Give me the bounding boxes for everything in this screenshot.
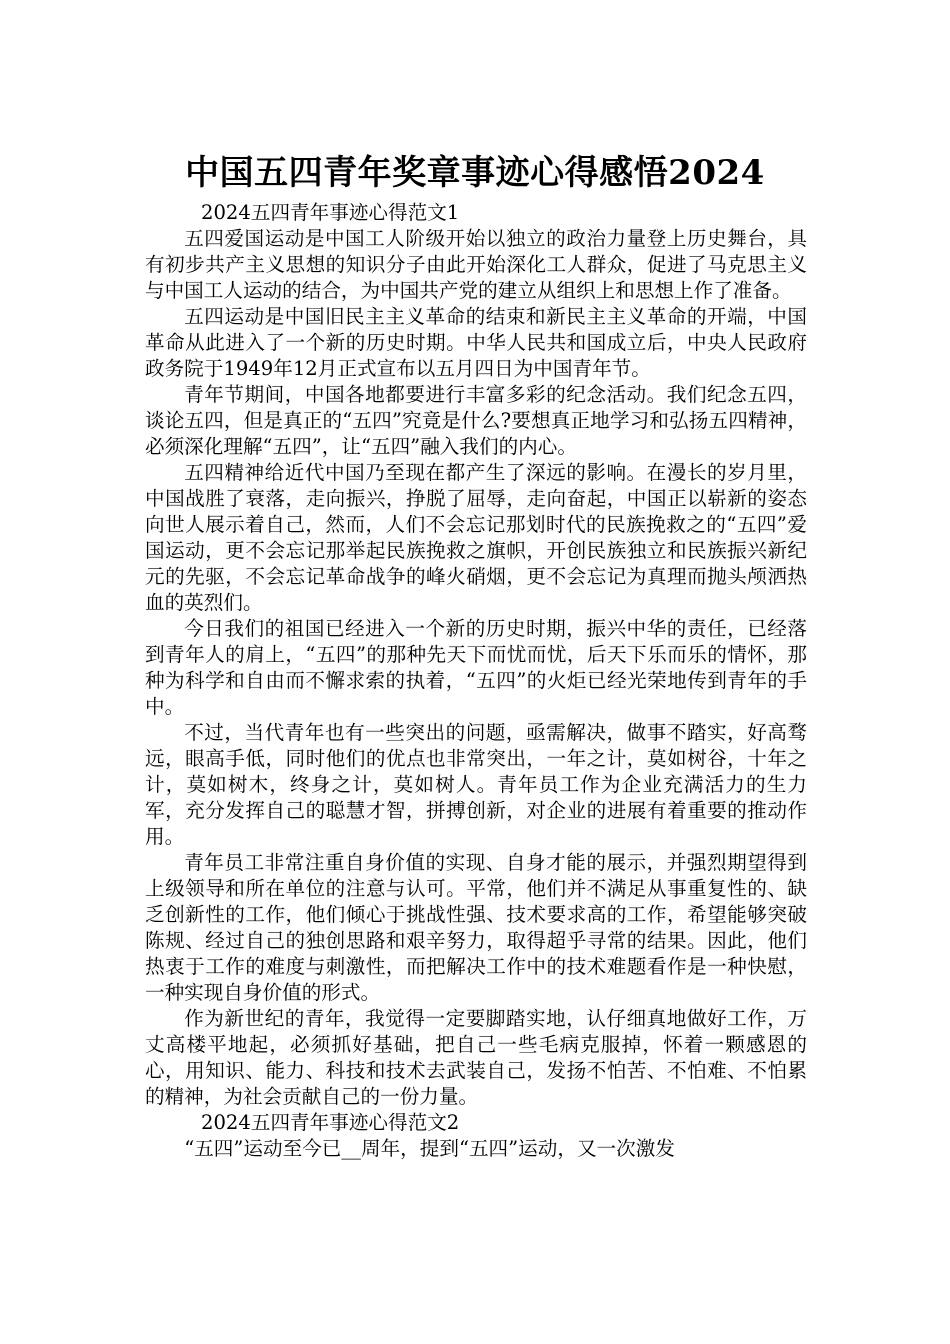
paragraph: 不过，当代青年也有一些突出的问题，亟需解决，做事不踏实，好高骛远，眼高手低，同时他们的优点也非常突出，一年之计，莫如树谷，十年之计，莫如树木，终身之计，莫如树人。青年员工作为企业充满活力的生力军，充分发挥自己的聪慧才智，拼搏创新，对企业的进展有着重要的推动作用。 <box>145 721 807 848</box>
paragraph: 青年节期间，中国各地都要进行丰富多彩的纪念活动。我们纪念五四，谈论五四，但是真正的“五四”究竟是什么?要想真正地学习和弘扬五四精神，必须深化理解“五四”，让“五四”融入我们的内心。 <box>145 383 807 458</box>
paragraph: “五四”运动至今已__周年，提到“五四”运动，又一次激发 <box>184 1137 675 1160</box>
document-body <box>145 200 807 1162</box>
section-heading: 2024五四青年事迹心得范文2 <box>201 1111 460 1134</box>
paragraph: 五四精神给近代中国乃至现在都产生了深远的影响。在漫长的岁月里，中国战胜了衰落，走向振兴，挣脱了屈辱，走向奋起，中国正以崭新的姿态向世人展示着自己，然而，人们不会忘记那划时代的民族挽救之的“五四”爱国运动，更不会忘记那举起民族挽救之旗帜，开创民族独立和民族振兴新纪元的先驱，不会忘记革命战争的峰火硝烟，更不会忘记为真理而抛头颅洒热血的英烈们。 <box>145 461 807 614</box>
document-title: 中国五四青年奖章事迹心得感悟2024 <box>185 152 765 193</box>
paragraph: 五四运动是中国旧民主主义革命的结束和新民主主义革命的开端，中国革命从此进入了一个新的历史时期。中华人民共和国成立后，中央人民政府政务院于1949年12月正式宣布以五月四日为中国青年节。 <box>145 305 807 380</box>
paragraph: 青年员工非常注重自身价值的实现、自身才能的展示，并强烈期望得到上级领导和所在单位的注意与认可。平常，他们并不满足从事重复性的、缺乏创新性的工作，他们倾心于挑战性强、技术要求高的工作，希望能够突破陈规、经过自己的独创思路和艰辛努力，取得超乎寻常的结果。因此，他们热衷于工作的难度与刺激性，而把解决工作中的技术难题看作是一种快慰，一种实现自身价值的形式。 <box>145 851 807 1004</box>
paragraph: 作为新世纪的青年，我觉得一定要脚踏实地，认仔细真地做好工作，万丈高楼平地起，必须抓好基础，把自己一些毛病克服掉，怀着一颗感恩的心，用知识、能力、科技和技术去武装自己，发扬不怕苦、不怕难、不怕累的精神，为社会贡献自己的一份力量。 <box>145 1007 807 1108</box>
section-heading: 2024五四青年事迹心得范文1 <box>201 201 460 224</box>
paragraph: 今日我们的祖国已经进入一个新的历史时期，振兴中华的责任，已经落到青年人的肩上，“五四”的那种先天下而忧而忧，后天下乐而乐的情怀，那种为科学和自由而不懈求索的执着，“五四”的火炬已经光荣地传到青年的手中。 <box>145 617 807 718</box>
paragraph: 五四爱国运动是中国工人阶级开始以独立的政治力量登上历史舞台，具有初步共产主义思想的知识分子由此开始深化工人群众，促进了马克思主义与中国工人运动的结合，为中国共产党的建立从组织上和思想上作了准备。 <box>145 227 807 302</box>
